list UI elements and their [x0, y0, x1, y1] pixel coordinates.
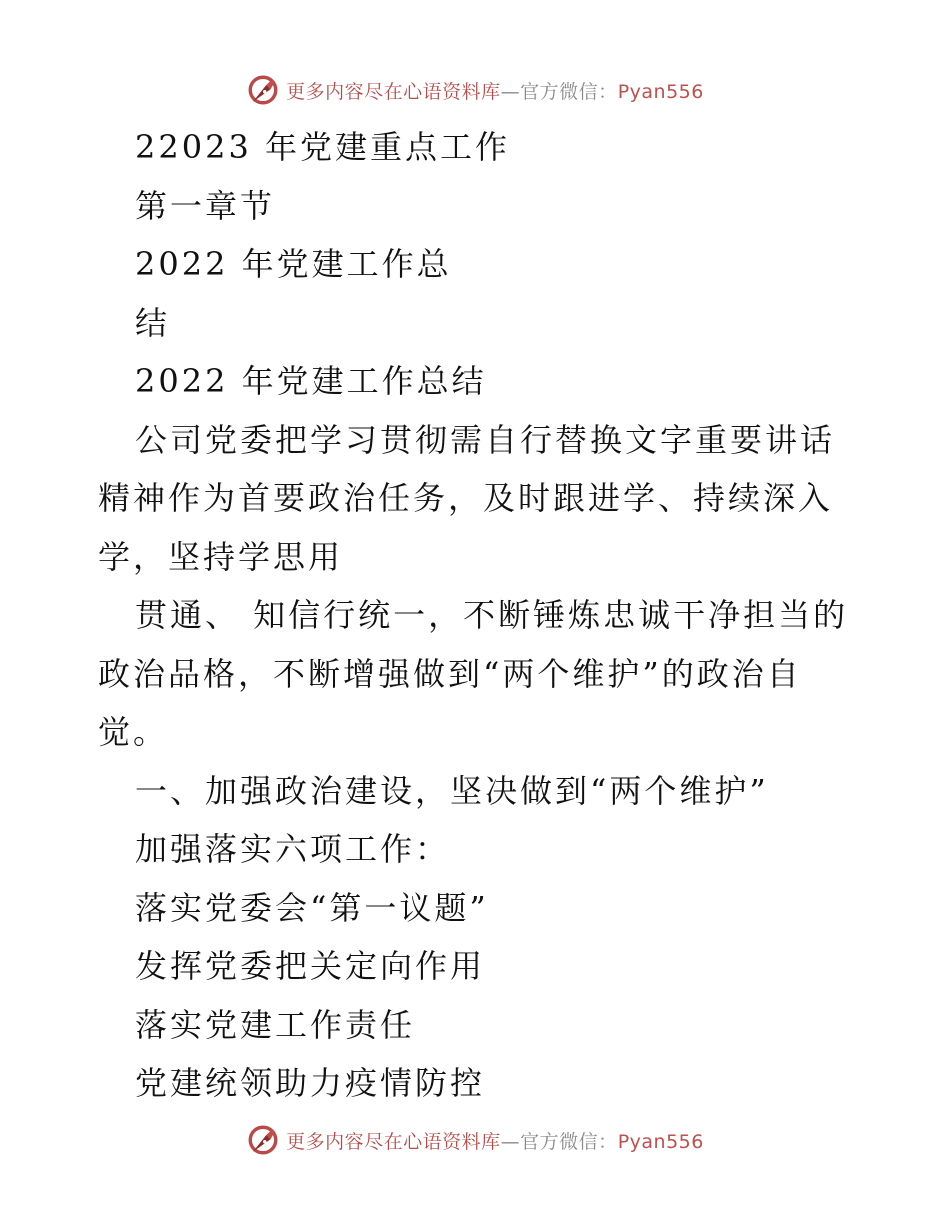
- document-paragraph: 第一章节: [135, 186, 276, 225]
- watermark-wechat-account: Pyan556: [617, 80, 704, 103]
- document-paragraph: 发挥党委把关定向作用: [135, 947, 486, 985]
- document-paragraph: 落实党委会“第一议题”: [135, 888, 489, 927]
- document-paragraph: 2022 年党建工作总结: [135, 362, 487, 400]
- watermark-dash: —: [500, 1130, 521, 1153]
- watermark-header: [0, 70, 950, 110]
- watermark-site-text: 更多内容尽在心语资料库: [286, 1130, 501, 1153]
- document-paragraph: 加强落实六项工作：: [135, 830, 451, 868]
- document-paragraph: 结: [135, 303, 171, 342]
- watermark-footer: [0, 1120, 950, 1160]
- document-paragraph: 22023 年党建重点工作: [135, 128, 510, 166]
- pen-nib-circle-icon: [246, 1123, 280, 1157]
- document-body: [98, 118, 858, 1113]
- watermark-dash: —: [500, 80, 521, 103]
- watermark-wechat-label: 官方微信：: [520, 1130, 618, 1153]
- watermark-wechat-account: Pyan556: [617, 1130, 704, 1153]
- document-paragraph: 落实党建工作责任: [135, 1005, 416, 1044]
- document-paragraph: 一、加强政治建设，坚决做到“两个维护”: [135, 771, 769, 810]
- document-paragraph: 贯通、 知信行统一，不断锤炼忠诚干净担当的政治品格，不断增强做到“两个维护”的政治自觉。: [98, 596, 849, 751]
- watermark-wechat-label: 官方微信：: [520, 80, 618, 103]
- document-paragraph: 党建统领助力疫情防控: [135, 1064, 486, 1102]
- pen-nib-circle-icon: [246, 73, 280, 107]
- document-paragraph: 公司党委把学习贯彻需自行替换文字重要讲话精神作为首要政治任务，及时跟进学、持续深入学，坚持学思用: [98, 420, 836, 576]
- document-paragraph: 2022 年党建工作总: [135, 245, 452, 283]
- watermark-site-text: 更多内容尽在心语资料库: [286, 80, 501, 103]
